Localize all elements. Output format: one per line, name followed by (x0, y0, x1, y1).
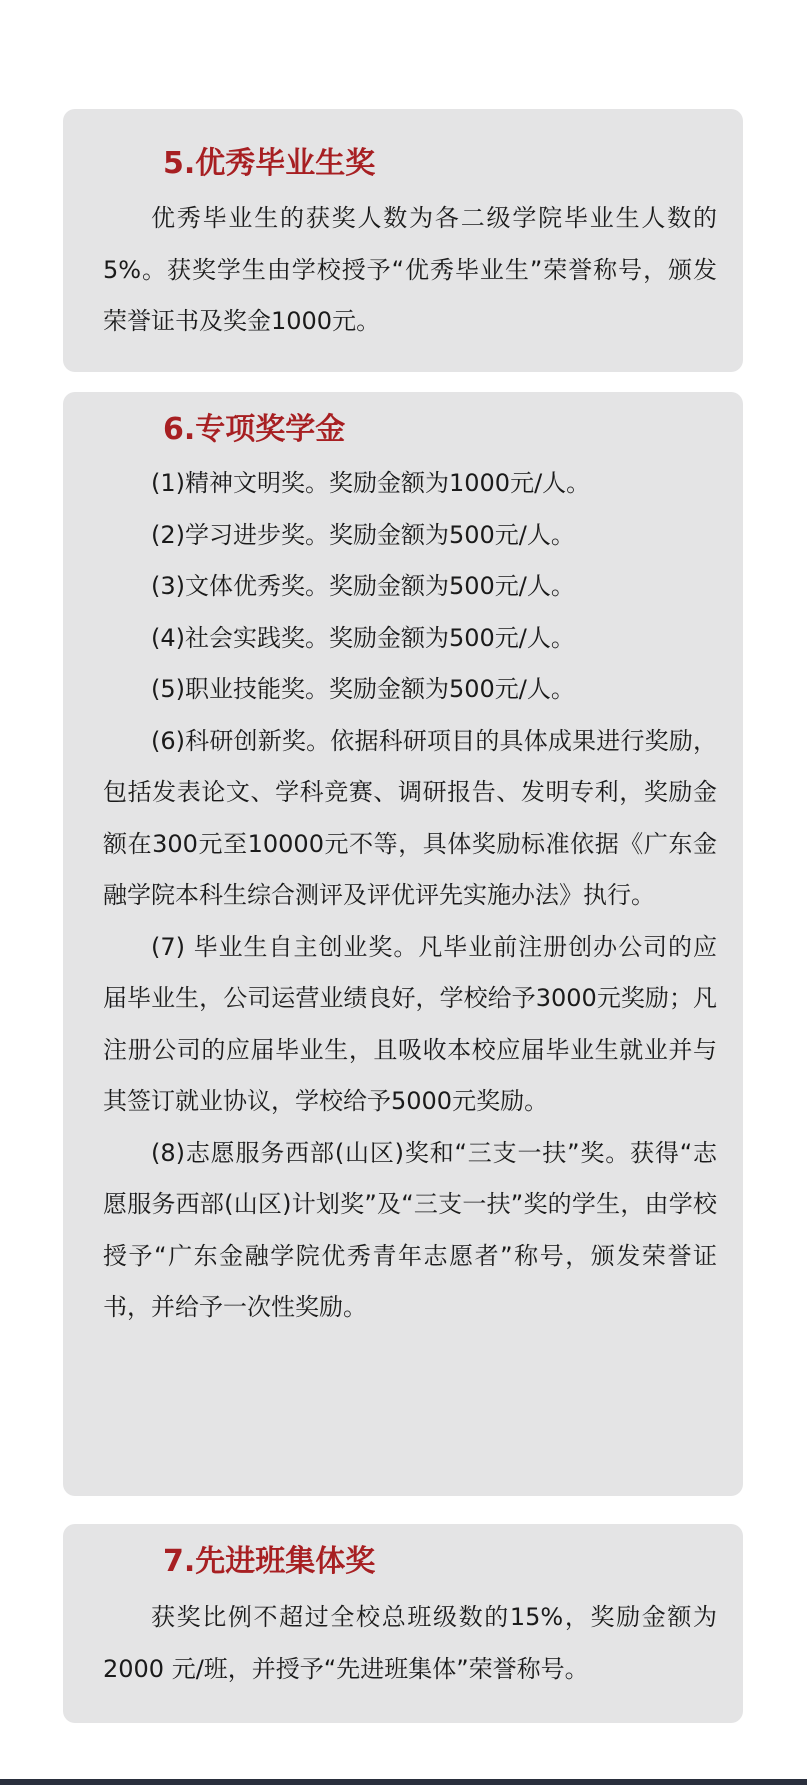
list-item: (7) 毕业生自主创业奖。凡毕业前注册创办公司的应届毕业生，公司运营业绩良好，学校给予3000元奖励；凡注册公司的应届毕业生，且吸收本校应届毕业生就业并与其签订就业协议，学校给予5000元奖励。 (103, 932, 717, 1115)
paragraph: 获奖比例不超过全校总班级数的15%，奖励金额为2000 元/班，并授予“先进班集体”荣誉称号。 (103, 1603, 717, 1683)
list-item: (3)文体优秀奖。奖励金额为500元/人。 (151, 572, 575, 600)
list-item: (5)职业技能奖。奖励金额为500元/人。 (151, 675, 575, 703)
section-title: 7.先进班集体奖 (163, 1544, 376, 1579)
section-body (103, 1592, 717, 1695)
section-card-special-scholarship (63, 392, 743, 1496)
list-item: (2)学习进步奖。奖励金额为500元/人。 (151, 520, 575, 549)
section-title: 6.专项奖学金 (163, 412, 346, 447)
section-title: 5.优秀毕业生奖 (163, 146, 376, 181)
section-card-outstanding-graduate (63, 109, 743, 372)
paragraph: 优秀毕业生的获奖人数为各二级学院毕业生人数的5%。获奖学生由学校授予“优秀毕业生”荣誉称号，颁发荣誉证书及奖金1000元。 (103, 204, 717, 335)
section-card-advanced-class (63, 1524, 743, 1723)
list-item: (8)志愿服务西部(山区)奖和“三支一扶”奖。获得“志愿服务西部(山区)计划奖”及“三支一扶”奖的学生，由学校授予“广东金融学院优秀青年志愿者”称号，颁发荣誉证书，并给予一次性奖励。 (103, 1138, 717, 1321)
list-item: (1)精神文明奖。奖励金额为1000元/人。 (151, 469, 591, 497)
list-item: (6)科研创新奖。依据科研项目的具体成果进行奖励，包括发表论文、学科竞赛、调研报告、发明专利，奖励金额在300元至10000元不等，具体奖励标准依据《广东金融学院本科生综合测评及评优评先实施办法》执行。 (103, 726, 717, 909)
list-item: (4)社会实践奖。奖励金额为500元/人。 (151, 623, 575, 652)
bottom-divider (0, 1779, 807, 1785)
section-body (103, 458, 717, 1334)
section-body (103, 193, 717, 348)
